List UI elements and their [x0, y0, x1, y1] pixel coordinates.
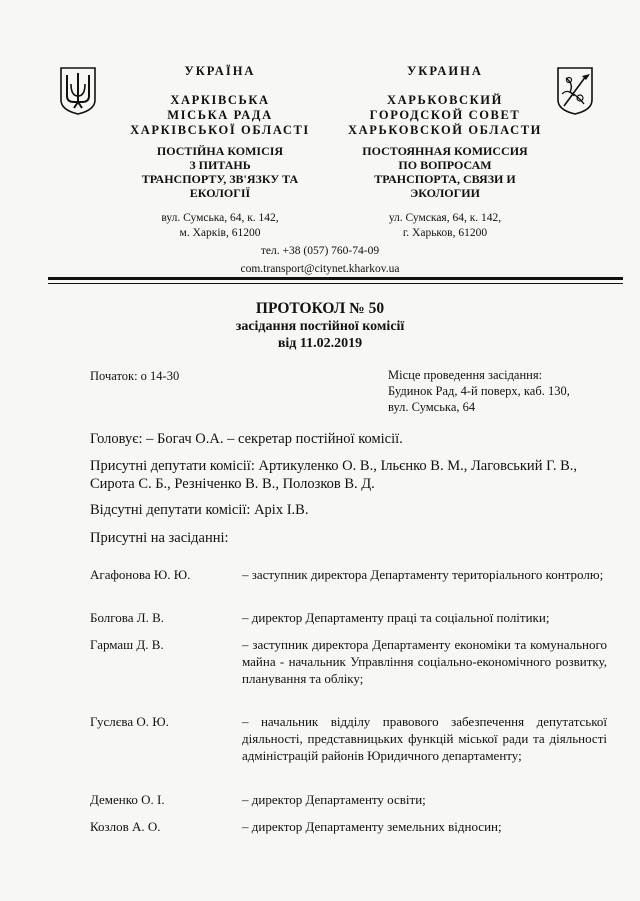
commission-line: ТРАНСПОРТУ, ЗВ'ЯЗКУ ТА: [141, 172, 299, 186]
council-line: ХАРЬКОВСКОЙ ОБЛАСТИ: [348, 123, 542, 137]
address-line: ул. Сумская, 64, к. 142,: [388, 212, 502, 224]
council-line: ХАРКІВСЬКОЇ ОБЛАСТІ: [130, 123, 310, 137]
protocol-date: від 11.02.2019: [277, 336, 363, 351]
present-deputies-paragraph: Присутні депутати комісії: Артикуленко О. В., Ільєнко В. М., Лаговський Г. В., Сирота С. Б., Резніченко В. В., Полозков В. Д.: [90, 458, 577, 492]
commission-name-ua: [100, 144, 340, 200]
attendee-name: Болгова Л. В.: [90, 610, 165, 625]
commission-line: ТРАНСПОРТА, СВЯЗИ И: [374, 172, 516, 186]
attendee-name: Агафонова Ю. Ю.: [90, 567, 191, 582]
venue-line: Будинок Рад, 4-й поверх, каб. 130,: [388, 384, 570, 398]
meeting-start-time: Початок: о 14-30: [90, 369, 180, 383]
address-line: г. Харьков, 61200: [402, 227, 488, 239]
protocol-subtitle: засідання постійної комісії: [235, 319, 405, 334]
attendees-heading: Присутні на засіданні:: [90, 530, 229, 546]
commission-line: ПО ВОПРОСАМ: [398, 158, 492, 172]
attendee-role: – заступник директора Департаменту економіки та комунального майна - начальник Управління соціально-економічного розвитку, планування та обліку;: [242, 637, 607, 686]
phone-number: тел. +38 (057) 760-74-09: [260, 245, 380, 257]
attendee-role: – начальник відділу правового забезпечення депутатської діяльності, представницьких функцій міської ради та діяльності адміністрацій районів Юридичного департаменту;: [242, 714, 607, 763]
trident-emblem-icon: [59, 66, 97, 116]
kharkiv-coat-of-arms-icon: [556, 66, 594, 116]
country-ru: УКРАИНА: [407, 64, 483, 78]
address-ua: [100, 211, 340, 241]
address-line: м. Харків, 61200: [179, 227, 261, 239]
venue-line: вул. Сумська, 64: [388, 400, 476, 414]
council-line: ХАРЬКОВСКИЙ: [387, 93, 503, 107]
commission-line: ЭКОЛОГИИ: [410, 186, 480, 200]
meeting-venue: [388, 367, 570, 415]
attendee-role: – директор Департаменту праці та соціальної політики;: [242, 610, 550, 625]
commission-line: ЕКОЛОГІЇ: [189, 186, 251, 200]
country-ua: УКРАЇНА: [184, 64, 256, 78]
protocol-title: [0, 299, 640, 352]
email-address[interactable]: com.transport@citynet.kharkov.ua: [240, 263, 400, 275]
chair-paragraph: Головує: – Богач О.А. – секретар постійної комісії.: [90, 431, 403, 447]
attendee-name: Гармаш Д. В.: [90, 637, 164, 652]
attendee-name: Гуслєва О. Ю.: [90, 714, 169, 729]
commission-line: З ПИТАНЬ: [189, 158, 251, 172]
commission-line: ПОСТІЙНА КОМІСІЯ: [156, 144, 284, 158]
venue-line: Місце проведення засідання:: [388, 368, 543, 382]
protocol-number: ПРОТОКОЛ № 50: [255, 300, 385, 317]
absent-deputies-paragraph: Відсутні депутати комісії: Аріх І.В.: [90, 502, 309, 518]
council-line: ХАРКІВСЬКА: [170, 93, 270, 107]
attendee-role: – директор Департаменту земельних відносин;: [242, 819, 502, 834]
commission-name-ru: [330, 144, 560, 200]
attendee-name: Козлов А. О.: [90, 819, 161, 834]
attendee-role: – директор Департаменту освіти;: [242, 792, 426, 807]
attendee-name: Деменко О. І.: [90, 792, 165, 807]
address-ru: [330, 211, 560, 241]
header-divider-thin: [48, 283, 623, 284]
commission-line: ПОСТОЯННАЯ КОМИССИЯ: [362, 144, 528, 158]
council-name-ru: [330, 93, 560, 138]
address-line: вул. Сумська, 64, к. 142,: [161, 212, 279, 224]
council-line: ГОРОДСКОЙ СОВЕТ: [369, 108, 521, 122]
council-line: МІСЬКА РАДА: [167, 108, 273, 122]
attendee-role: – заступник директора Департаменту територіального контролю;: [242, 567, 604, 582]
council-name-ua: [100, 93, 340, 138]
header-divider-thick: [48, 277, 623, 280]
